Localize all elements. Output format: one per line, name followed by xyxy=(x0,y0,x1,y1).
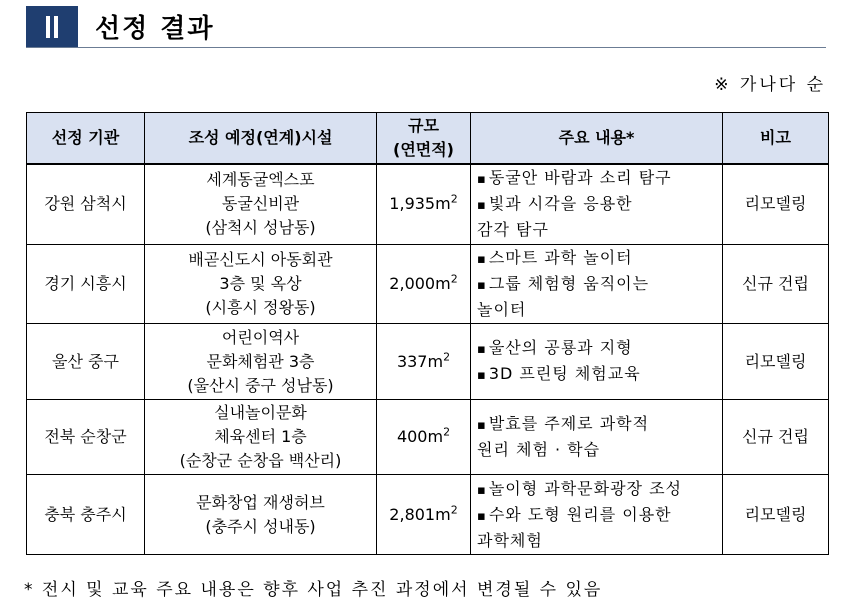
section-number-badge xyxy=(26,6,78,47)
facility-line: 어린이역사 xyxy=(221,327,300,347)
title-divider xyxy=(26,47,826,48)
note-cell: 신규 건립 xyxy=(723,244,829,324)
sort-order-note: ※ 가나다 순 xyxy=(714,75,826,95)
scale-unit-exponent: 2 xyxy=(450,272,458,286)
facility-line: (충주시 성내동) xyxy=(205,516,316,536)
note-cell: 신규 건립 xyxy=(723,399,829,475)
scale-cell xyxy=(377,164,471,244)
roman-numeral-two-icon xyxy=(46,16,50,38)
header-agency: 선정 기관 xyxy=(27,113,145,165)
agency-cell: 경기 시흥시 xyxy=(27,244,145,324)
table-row xyxy=(27,475,829,555)
table-row xyxy=(27,164,829,244)
selection-result-table xyxy=(26,112,829,555)
scale-unit-exponent: 2 xyxy=(450,193,458,206)
scale-unit-exponent: 2 xyxy=(450,503,458,517)
scale-value: 337m xyxy=(396,351,444,371)
header-scale-line2: (연면적) xyxy=(393,140,454,159)
scale-unit-exponent: 2 xyxy=(443,425,451,439)
content-bullet-item: ▪ 수와 도형 원리를 이용한 xyxy=(477,503,716,529)
scale-value: 2,801m xyxy=(389,504,451,524)
content-continuation: 원리 체험 · 학습 xyxy=(477,440,601,460)
scale-value: 1,935m xyxy=(389,194,451,214)
section-title: 선정 결과 xyxy=(95,14,215,44)
header-content: 주요 내용* xyxy=(471,113,723,165)
facility-line: 배곧신도시 아동회관 xyxy=(188,249,333,269)
facility-line: (시흥시 정왕동) xyxy=(205,297,316,317)
footnote: * 전시 및 교육 주요 내용은 향후 사업 추진 과정에서 변경될 수 있음 xyxy=(24,580,603,600)
content-continuation: 놀이터 xyxy=(477,299,527,319)
content-bullet-item: ▪ 놀이형 과학문화광장 조성 xyxy=(477,477,716,503)
scale-cell xyxy=(377,324,471,400)
header-note: 비고 xyxy=(723,113,829,165)
scale-value: 2,000m xyxy=(389,273,451,293)
content-continuation: 과학체험 xyxy=(477,530,543,550)
facility-line: 3층 및 옥상 xyxy=(219,273,302,293)
facility-cell xyxy=(145,244,377,324)
note-cell: 리모델링 xyxy=(723,164,829,244)
facility-line: 동굴신비관 xyxy=(221,194,300,214)
agency-cell: 충북 충주시 xyxy=(27,475,145,555)
content-bullet-item: ▪ 그룹 체험형 움직이는 xyxy=(477,272,716,298)
facility-cell xyxy=(145,399,377,475)
facility-line: 체육센터 1층 xyxy=(214,427,307,447)
facility-cell xyxy=(145,164,377,244)
facility-cell xyxy=(145,324,377,400)
table-header-row xyxy=(27,113,829,165)
facility-line: (울산시 중구 성남동) xyxy=(187,375,334,395)
content-bullet-item: ▪ 3D 프린팅 체험교육 xyxy=(477,362,716,388)
content-bullet-item: ▪ 스마트 과학 놀이터 xyxy=(477,246,716,272)
scale-cell xyxy=(377,475,471,555)
note-cell: 리모델링 xyxy=(723,475,829,555)
facility-line: 세계동굴엑스포 xyxy=(206,170,315,190)
scale-cell xyxy=(377,244,471,324)
facility-line: 문화창업 재생허브 xyxy=(196,492,325,512)
table-row xyxy=(27,324,829,400)
table-row xyxy=(27,244,829,324)
agency-cell: 전북 순창군 xyxy=(27,399,145,475)
content-cell xyxy=(471,324,723,400)
content-cell xyxy=(471,399,723,475)
content-bullet-item: ▪ 동굴안 바람과 소리 탐구 xyxy=(477,166,716,192)
facility-cell xyxy=(145,475,377,555)
facility-line: 문화체험관 3층 xyxy=(206,351,315,371)
header-scale-line1: 규모 xyxy=(408,116,439,135)
scale-unit-exponent: 2 xyxy=(443,350,451,364)
content-bullet-item: ▪ 울산의 공룡과 지형 xyxy=(477,336,716,362)
facility-line: (삼척시 성남동) xyxy=(205,218,316,238)
scale-value: 400m xyxy=(396,427,444,447)
content-cell xyxy=(471,244,723,324)
content-bullet-item: ▪ 빛과 시각을 응용한 xyxy=(477,192,716,218)
header-scale xyxy=(377,113,471,165)
content-continuation: 감각 탐구 xyxy=(477,220,549,240)
agency-cell: 울산 중구 xyxy=(27,324,145,400)
facility-line: 실내놀이문화 xyxy=(214,403,307,423)
note-cell: 리모델링 xyxy=(723,324,829,400)
scale-cell xyxy=(377,399,471,475)
content-cell xyxy=(471,164,723,244)
facility-line: (순창군 순창읍 백산리) xyxy=(179,451,342,471)
content-bullet-item: ▪ 발효를 주제로 과학적 xyxy=(477,412,716,438)
content-cell xyxy=(471,475,723,555)
agency-cell: 강원 삼척시 xyxy=(27,164,145,244)
header-facility: 조성 예정(연계)시설 xyxy=(145,113,377,165)
table-row xyxy=(27,399,829,475)
